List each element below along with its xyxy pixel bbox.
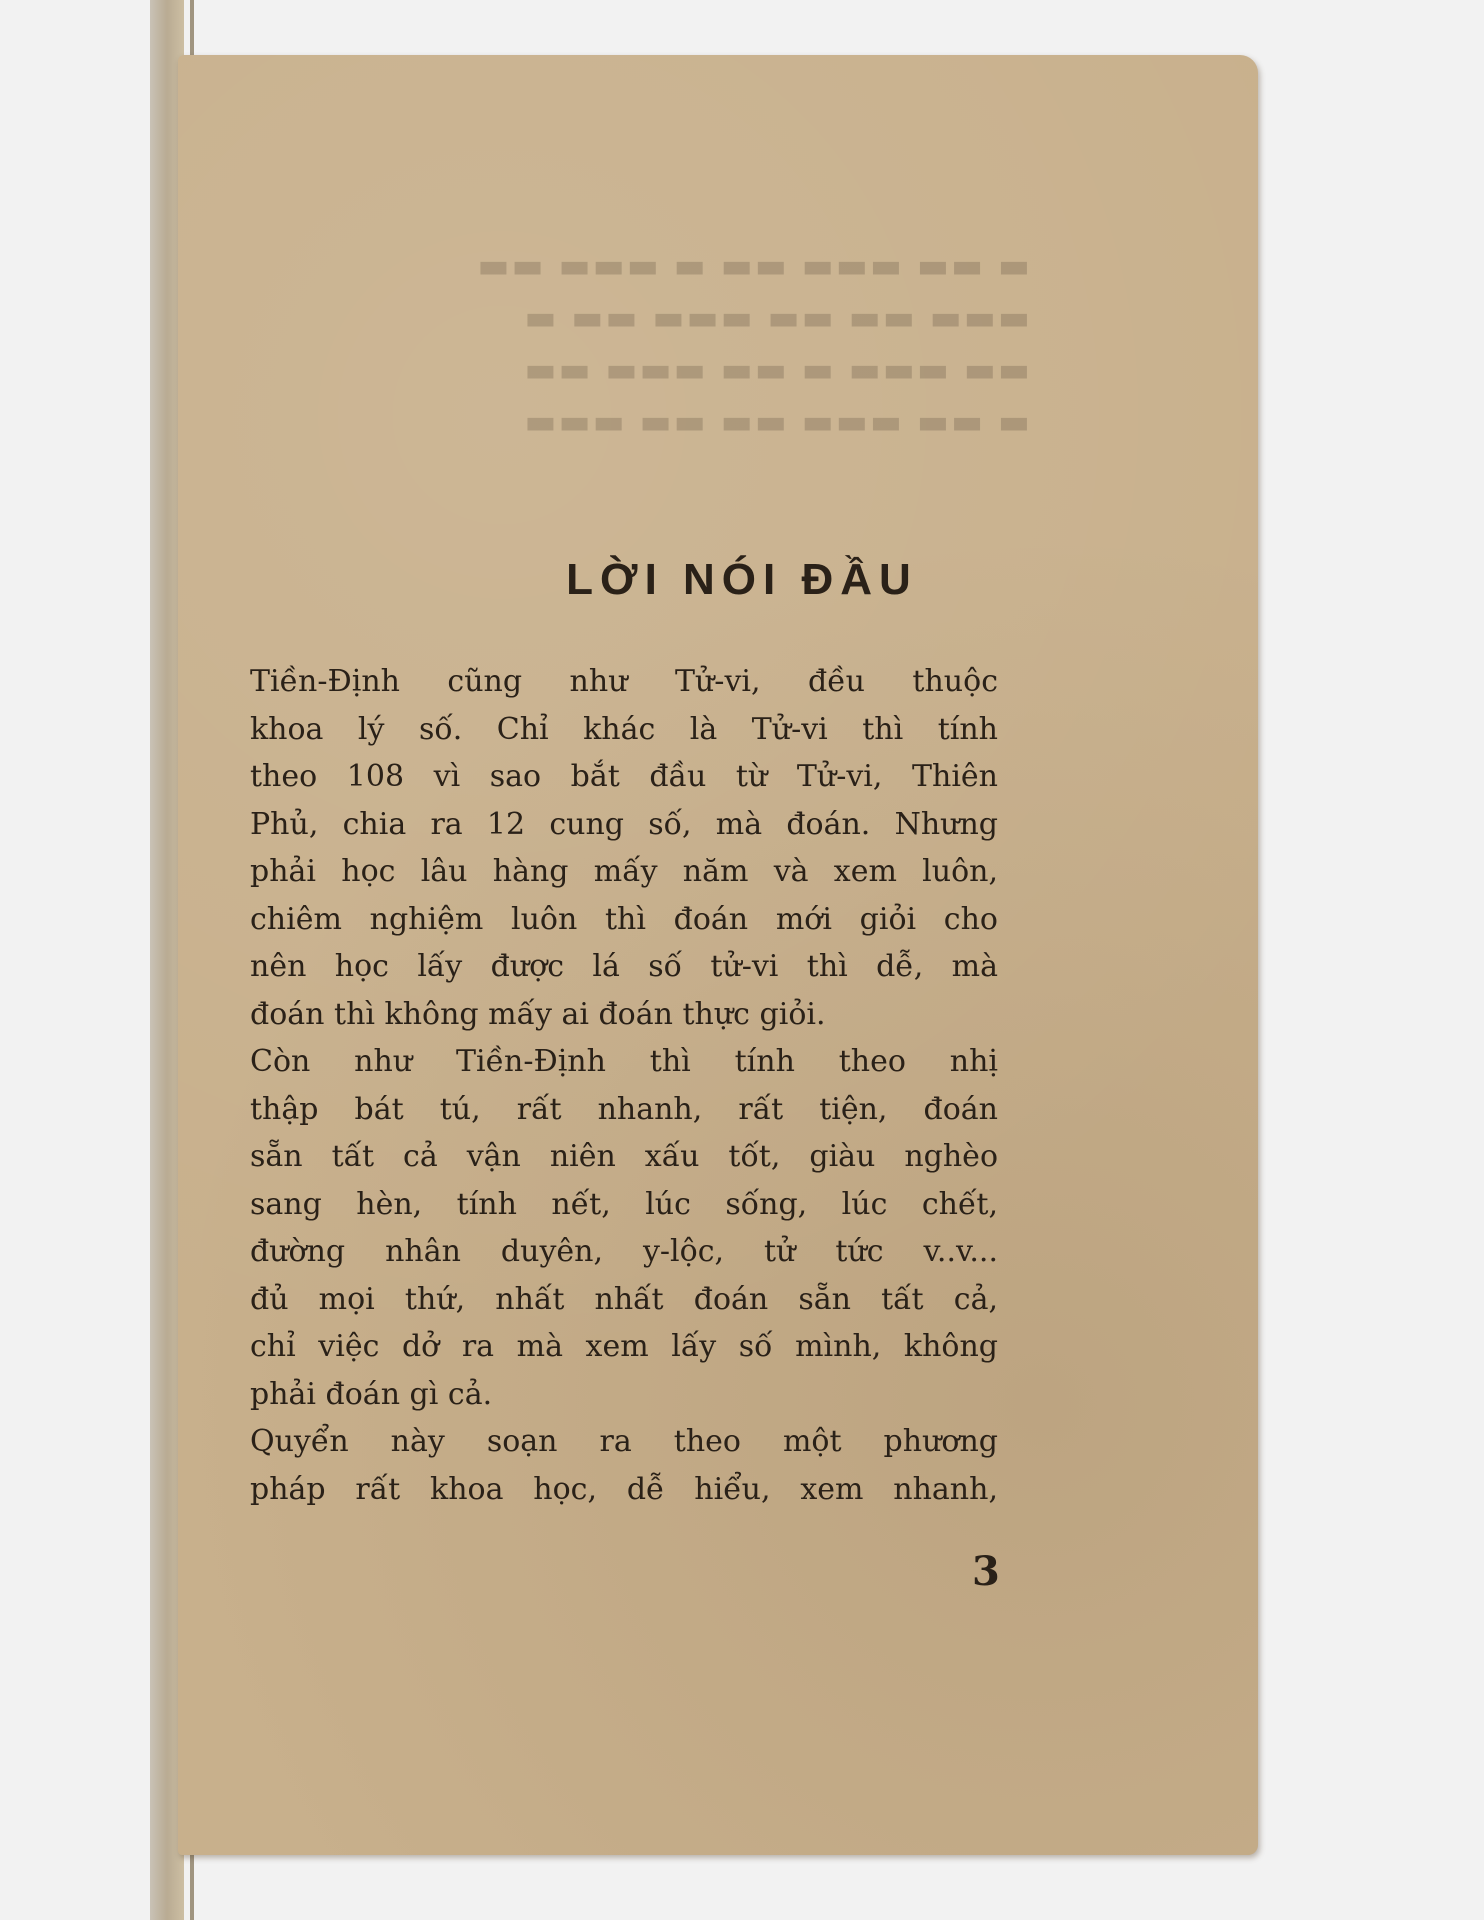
page-heading: LỜI NÓI ĐẦU	[566, 555, 918, 604]
body-text	[218, 658, 998, 1513]
paragraph-3	[218, 1418, 998, 1513]
text-line: chỉ việc dở ra mà xem lấy số mình, không	[250, 1329, 998, 1364]
text-line: Quyển này soạn ra theo một phương	[250, 1424, 998, 1459]
text-line: Còn như Tiền-Định thì tính theo nhị	[250, 1044, 998, 1079]
reverse-side-bleed-through: ▬ ▬▬ ▬▬▬ ▬▬ ▬ ▬▬▬ ▬▬ ▬▬▬ ▬▬ ▬▬ ▬▬▬ ▬▬ ▬ ▬▬ ▬▬▬ ▬ ▬▬ ▬▬▬ ▬▬ ▬ ▬▬ ▬▬▬ ▬▬ ▬▬ ▬▬▬	[475, 246, 1030, 442]
text-line: pháp rất khoa học, dễ hiểu, xem nhanh,	[250, 1471, 998, 1507]
text-line: phải học lâu hàng mấy năm và xem luôn,	[250, 854, 998, 889]
text-line: phải đoán gì cả.	[250, 1376, 493, 1412]
text-line: đủ mọi thứ, nhất nhất đoán sẵn tất cả,	[250, 1281, 998, 1317]
text-line: đoán thì không mấy ai đoán thực giỏi.	[250, 996, 826, 1032]
paragraph-1	[218, 658, 998, 1038]
text-line: chiêm nghiệm luôn thì đoán mới giỏi cho	[250, 901, 998, 937]
text-line: sang hèn, tính nết, lúc sống, lúc chết,	[250, 1186, 998, 1222]
page-number: 3	[972, 1548, 1000, 1595]
text-line: sẵn tất cả vận niên xấu tốt, giàu nghèo	[250, 1139, 998, 1174]
text-line: thập bát tú, rất nhanh, rất tiện, đoán	[250, 1091, 998, 1127]
paragraph-2	[218, 1038, 998, 1418]
text-line: theo 108 vì sao bắt đầu từ Tử-vi, Thiên	[250, 759, 998, 794]
text-line: Phủ, chia ra 12 cung số, mà đoán. Nhưng	[250, 806, 998, 842]
text-line: khoa lý số. Chỉ khác là Tử-vi thì tính	[250, 711, 998, 747]
text-line: Tiền-Định cũng như Tử-vi, đều thuộc	[250, 664, 998, 699]
text-line: đường nhân duyên, y-lộc, tử tức v..v...	[250, 1234, 998, 1269]
text-line: nên học lấy được lá số tử-vi thì dễ, mà	[250, 949, 998, 984]
